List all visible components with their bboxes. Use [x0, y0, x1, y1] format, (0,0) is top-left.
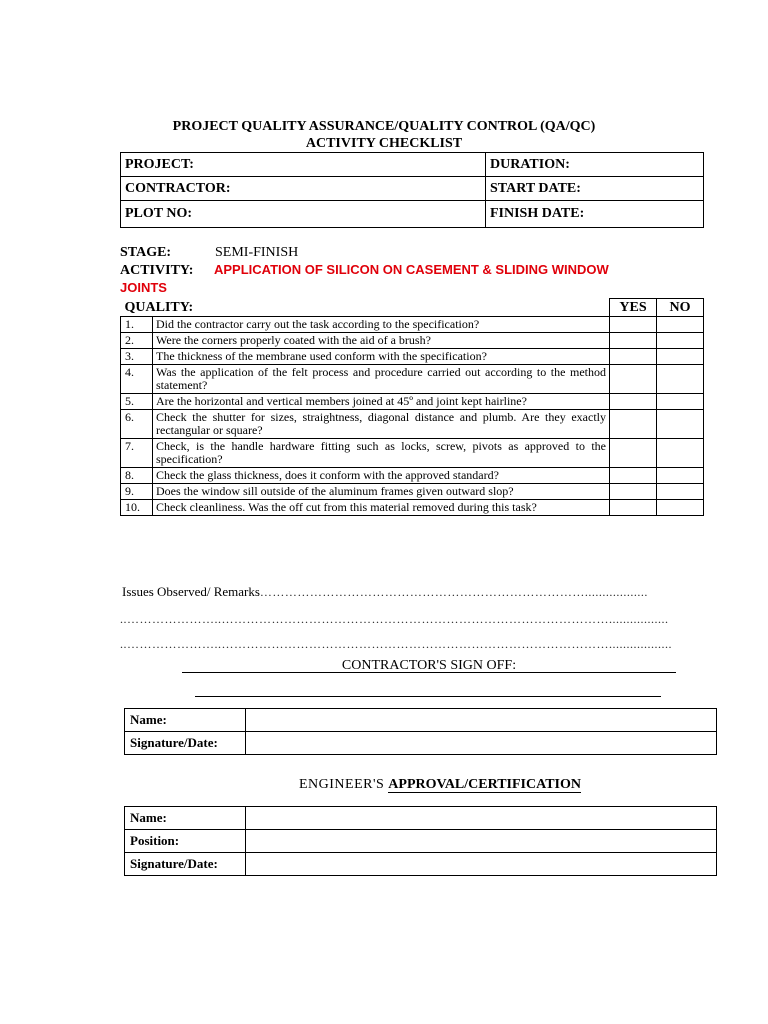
table-row: [121, 484, 704, 500]
engineer-approval-table: [124, 806, 717, 876]
table-row: [121, 365, 704, 394]
yes-cell[interactable]: [610, 410, 657, 439]
engineer-name-field[interactable]: [246, 807, 717, 830]
no-cell[interactable]: [657, 468, 704, 484]
table-row: [121, 349, 704, 365]
no-cell[interactable]: [657, 439, 704, 468]
row-number: 1.: [121, 317, 153, 333]
stage-label: STAGE:: [120, 245, 172, 260]
engineer-approval-title: [0, 777, 768, 793]
row-question: Does the window sill outside of the aluminum frames given outward slop?: [153, 484, 610, 500]
row-number: 9.: [121, 484, 153, 500]
no-cell[interactable]: [657, 500, 704, 516]
document-title: PROJECT QUALITY ASSURANCE/QUALITY CONTROL (QA/QC): [172, 119, 596, 134]
activity-label: ACTIVITY:: [120, 263, 194, 278]
row-number: 5.: [121, 394, 153, 410]
row-question: Are the horizontal and vertical members joined at 45º and joint kept hairline?: [153, 394, 610, 410]
yes-cell[interactable]: [610, 365, 657, 394]
activity-value-continued: JOINTS: [120, 280, 167, 295]
contractor-signoff-table: [124, 708, 717, 755]
yes-cell[interactable]: [610, 468, 657, 484]
remarks-line[interactable]: [122, 584, 706, 600]
table-row: [121, 394, 704, 410]
document-subtitle: ACTIVITY CHECKLIST: [305, 136, 463, 151]
no-cell[interactable]: [657, 333, 704, 349]
contractor-field[interactable]: CONTRACTOR:: [121, 177, 486, 201]
table-header-row: [121, 299, 704, 317]
row-number: 7.: [121, 439, 153, 468]
engineer-name-label: Name:: [125, 807, 246, 830]
table-row: [121, 333, 704, 349]
quality-header: QUALITY:: [121, 299, 610, 317]
row-number: 2.: [121, 333, 153, 349]
no-header: NO: [657, 299, 704, 317]
no-cell[interactable]: [657, 484, 704, 500]
row-question: The thickness of the membrane used conform with the specification?: [153, 349, 610, 365]
contractor-signature-label: Signature/Date:: [125, 732, 246, 755]
yes-header: YES: [610, 299, 657, 317]
yes-cell[interactable]: [610, 333, 657, 349]
table-row: [121, 317, 704, 333]
remarks-line-3[interactable]: ..…………………..…………………………………………………………………………………..................: [120, 637, 672, 651]
no-cell[interactable]: [657, 410, 704, 439]
project-info-table: [120, 152, 704, 228]
yes-cell[interactable]: [610, 484, 657, 500]
activity-value: APPLICATION OF SILICON ON CASEMENT & SLIDING WINDOW: [214, 262, 609, 277]
yes-cell[interactable]: [610, 394, 657, 410]
row-question: Were the corners properly coated with the aid of a brush?: [153, 333, 610, 349]
yes-cell[interactable]: [610, 439, 657, 468]
table-row: [121, 177, 704, 201]
yes-cell[interactable]: [610, 500, 657, 516]
table-row: [125, 732, 717, 755]
no-cell[interactable]: [657, 394, 704, 410]
row-number: 4.: [121, 365, 153, 394]
contractor-name-label: Name:: [125, 709, 246, 732]
table-row: [125, 853, 717, 876]
stage-line: [120, 245, 298, 261]
row-number: 3.: [121, 349, 153, 365]
yes-cell[interactable]: [610, 349, 657, 365]
contractor-name-field[interactable]: [246, 709, 717, 732]
no-cell[interactable]: [657, 349, 704, 365]
finish-date-field[interactable]: FINISH DATE:: [486, 201, 704, 228]
engineer-title-main: APPROVAL/CERTIFICATION: [388, 777, 581, 792]
row-question: Was the application of the felt process and procedure carried out according to the method statement?: [153, 365, 610, 394]
engineer-position-field[interactable]: [246, 830, 717, 853]
no-cell[interactable]: [657, 365, 704, 394]
table-row: [121, 500, 704, 516]
table-row: [121, 153, 704, 177]
duration-field[interactable]: DURATION:: [486, 153, 704, 177]
remarks-label: Issues Observed/ Remarks: [122, 584, 260, 599]
yes-cell[interactable]: [610, 317, 657, 333]
divider: [195, 696, 661, 697]
quality-checklist-table: [120, 298, 704, 516]
table-row: [121, 410, 704, 439]
project-field[interactable]: PROJECT:: [121, 153, 486, 177]
remarks-dots: ……………………………………………………………………..................: [259, 585, 648, 599]
plot-no-field[interactable]: PLOT NO:: [121, 201, 486, 228]
row-question: Check, is the handle hardware fitting such as locks, screw, pivots as approved to the specification?: [153, 439, 610, 468]
engineer-signature-field[interactable]: [246, 853, 717, 876]
engineer-signature-label: Signature/Date:: [125, 853, 246, 876]
row-question: Did the contractor carry out the task according to the specification?: [153, 317, 610, 333]
contractor-signoff-title: CONTRACTOR'S SIGN OFF:: [341, 658, 517, 673]
row-question: Check cleanliness. Was the off cut from this material removed during this task?: [153, 500, 610, 516]
table-row: [125, 709, 717, 732]
row-question: Check the glass thickness, does it conform with the approved standard?: [153, 468, 610, 484]
table-row: [121, 439, 704, 468]
stage-value: SEMI-FINISH: [215, 245, 299, 260]
engineer-position-label: Position:: [125, 830, 246, 853]
row-number: 6.: [121, 410, 153, 439]
activity-line: [120, 262, 710, 279]
row-number: 10.: [121, 500, 153, 516]
table-row: [125, 830, 717, 853]
table-row: [121, 201, 704, 228]
remarks-line-2[interactable]: ..…………………..………………………………………………………………………………….................: [120, 612, 669, 626]
row-question: Check the shutter for sizes, straightness, diagonal distance and plumb. Are they exactly rectangular or square?: [153, 410, 610, 439]
engineer-title-prefix: ENGINEER'S: [299, 777, 389, 792]
contractor-signature-field[interactable]: [246, 732, 717, 755]
row-number: 8.: [121, 468, 153, 484]
table-row: [125, 807, 717, 830]
table-row: [121, 468, 704, 484]
start-date-field[interactable]: START DATE:: [486, 177, 704, 201]
no-cell[interactable]: [657, 317, 704, 333]
